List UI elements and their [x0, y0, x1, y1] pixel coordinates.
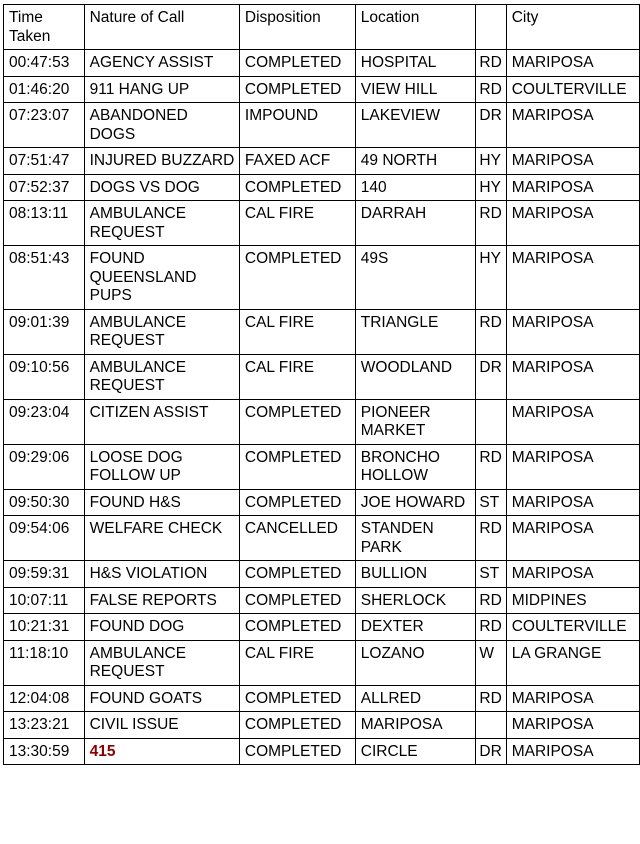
cell-nature: FALSE REPORTS — [84, 587, 239, 614]
cell-suffix: RD — [476, 587, 506, 614]
cell-disposition: CAL FIRE — [239, 354, 355, 399]
cell-suffix: HY — [476, 148, 506, 175]
cell-suffix: ST — [476, 489, 506, 516]
cell-nature: AMBULANCE REQUEST — [84, 640, 239, 685]
table-row — [4, 50, 640, 77]
call-log-container — [3, 4, 640, 765]
cell-disposition: COMPLETED — [239, 561, 355, 588]
cell-nature: WELFARE CHECK — [84, 516, 239, 561]
cell-location: BULLION — [355, 561, 476, 588]
header-nature: Nature of Call — [84, 5, 239, 50]
cell-suffix — [476, 712, 506, 739]
cell-disposition: COMPLETED — [239, 587, 355, 614]
cell-location: 49 NORTH — [355, 148, 476, 175]
cell-location: TRIANGLE — [355, 309, 476, 354]
cell-location: 140 — [355, 174, 476, 201]
table-row — [4, 354, 640, 399]
cell-location: PIONEER MARKET — [355, 399, 476, 444]
cell-time: 07:51:47 — [4, 148, 85, 175]
cell-time: 09:59:31 — [4, 561, 85, 588]
cell-disposition: COMPLETED — [239, 246, 355, 310]
cell-time: 01:46:20 — [4, 76, 85, 103]
cell-time: 13:23:21 — [4, 712, 85, 739]
cell-suffix: RD — [476, 444, 506, 489]
cell-nature: ABANDONED DOGS — [84, 103, 239, 148]
cell-location: 49S — [355, 246, 476, 310]
header-row — [4, 5, 640, 50]
cell-disposition: COMPLETED — [239, 399, 355, 444]
cell-city: MARIPOSA — [506, 561, 639, 588]
cell-city: MARIPOSA — [506, 201, 639, 246]
cell-city: MIDPINES — [506, 587, 639, 614]
header-suffix — [476, 5, 506, 50]
cell-suffix — [476, 399, 506, 444]
cell-suffix: W — [476, 640, 506, 685]
cell-disposition: CANCELLED — [239, 516, 355, 561]
cell-suffix: ST — [476, 561, 506, 588]
cell-disposition: FAXED ACF — [239, 148, 355, 175]
table-row — [4, 738, 640, 765]
cell-location: BRONCHO HOLLOW — [355, 444, 476, 489]
cell-time: 10:07:11 — [4, 587, 85, 614]
cell-city: COULTERVILLE — [506, 76, 639, 103]
table-row — [4, 309, 640, 354]
header-location: Location — [355, 5, 476, 50]
cell-disposition: COMPLETED — [239, 76, 355, 103]
cell-time: 09:23:04 — [4, 399, 85, 444]
cell-city: MARIPOSA — [506, 489, 639, 516]
cell-nature: FOUND H&S — [84, 489, 239, 516]
cell-time: 09:10:56 — [4, 354, 85, 399]
cell-suffix: HY — [476, 246, 506, 310]
cell-suffix: RD — [476, 50, 506, 77]
cell-city: COULTERVILLE — [506, 614, 639, 641]
table-row — [4, 148, 640, 175]
cell-location: STANDEN PARK — [355, 516, 476, 561]
cell-nature: FOUND DOG — [84, 614, 239, 641]
cell-nature: CITIZEN ASSIST — [84, 399, 239, 444]
cell-nature: 415 — [84, 738, 239, 765]
cell-location: HOSPITAL — [355, 50, 476, 77]
cell-location: DEXTER — [355, 614, 476, 641]
cell-location: VIEW HILL — [355, 76, 476, 103]
cell-location: CIRCLE — [355, 738, 476, 765]
cell-time: 08:51:43 — [4, 246, 85, 310]
cell-nature: 911 HANG UP — [84, 76, 239, 103]
cell-time: 07:52:37 — [4, 174, 85, 201]
cell-time: 08:13:11 — [4, 201, 85, 246]
cell-city: MARIPOSA — [506, 148, 639, 175]
cell-nature: DOGS VS DOG — [84, 174, 239, 201]
cell-time: 09:29:06 — [4, 444, 85, 489]
cell-city: MARIPOSA — [506, 712, 639, 739]
cell-disposition: COMPLETED — [239, 50, 355, 77]
cell-city: MARIPOSA — [506, 516, 639, 561]
cell-location: JOE HOWARD — [355, 489, 476, 516]
table-row — [4, 489, 640, 516]
table-row — [4, 246, 640, 310]
cell-time: 10:21:31 — [4, 614, 85, 641]
cell-disposition: CAL FIRE — [239, 201, 355, 246]
cell-city: MARIPOSA — [506, 738, 639, 765]
cell-suffix: RD — [476, 76, 506, 103]
cell-time: 07:23:07 — [4, 103, 85, 148]
table-row — [4, 561, 640, 588]
header-time: Time Taken — [4, 5, 85, 50]
table-row — [4, 201, 640, 246]
cell-suffix: RD — [476, 685, 506, 712]
cell-suffix: DR — [476, 103, 506, 148]
cell-time: 12:04:08 — [4, 685, 85, 712]
cell-time: 00:47:53 — [4, 50, 85, 77]
cell-suffix: RD — [476, 614, 506, 641]
cell-time: 13:30:59 — [4, 738, 85, 765]
cell-suffix: RD — [476, 309, 506, 354]
cell-nature: AMBULANCE REQUEST — [84, 201, 239, 246]
table-row — [4, 587, 640, 614]
cell-time: 09:50:30 — [4, 489, 85, 516]
cell-location: SHERLOCK — [355, 587, 476, 614]
table-row — [4, 614, 640, 641]
cell-suffix: DR — [476, 354, 506, 399]
cell-city: MARIPOSA — [506, 246, 639, 310]
cell-nature: INJURED BUZZARD — [84, 148, 239, 175]
cell-suffix: HY — [476, 174, 506, 201]
cell-nature: AGENCY ASSIST — [84, 50, 239, 77]
table-row — [4, 712, 640, 739]
cell-nature: AMBULANCE REQUEST — [84, 354, 239, 399]
call-log-table — [3, 4, 640, 765]
cell-disposition: IMPOUND — [239, 103, 355, 148]
cell-disposition: COMPLETED — [239, 738, 355, 765]
cell-suffix: RD — [476, 516, 506, 561]
cell-disposition: COMPLETED — [239, 614, 355, 641]
cell-city: MARIPOSA — [506, 444, 639, 489]
cell-disposition: COMPLETED — [239, 174, 355, 201]
cell-nature: AMBULANCE REQUEST — [84, 309, 239, 354]
cell-city: MARIPOSA — [506, 309, 639, 354]
cell-nature: H&S VIOLATION — [84, 561, 239, 588]
cell-nature: FOUND GOATS — [84, 685, 239, 712]
table-row — [4, 516, 640, 561]
cell-location: DARRAH — [355, 201, 476, 246]
table-row — [4, 399, 640, 444]
table-row — [4, 685, 640, 712]
cell-time: 11:18:10 — [4, 640, 85, 685]
cell-city: MARIPOSA — [506, 50, 639, 77]
cell-city: MARIPOSA — [506, 174, 639, 201]
cell-location: LOZANO — [355, 640, 476, 685]
cell-time: 09:01:39 — [4, 309, 85, 354]
cell-suffix: DR — [476, 738, 506, 765]
table-row — [4, 174, 640, 201]
cell-location: MARIPOSA — [355, 712, 476, 739]
cell-city: MARIPOSA — [506, 399, 639, 444]
cell-location: ALLRED — [355, 685, 476, 712]
cell-city: LA GRANGE — [506, 640, 639, 685]
table-row — [4, 76, 640, 103]
cell-time: 09:54:06 — [4, 516, 85, 561]
cell-city: MARIPOSA — [506, 685, 639, 712]
cell-location: WOODLAND — [355, 354, 476, 399]
table-row — [4, 103, 640, 148]
cell-nature: FOUND QUEENSLAND PUPS — [84, 246, 239, 310]
cell-disposition: COMPLETED — [239, 685, 355, 712]
cell-nature: CIVIL ISSUE — [84, 712, 239, 739]
cell-disposition: CAL FIRE — [239, 309, 355, 354]
header-disposition: Disposition — [239, 5, 355, 50]
header-city: City — [506, 5, 639, 50]
cell-disposition: CAL FIRE — [239, 640, 355, 685]
cell-disposition: COMPLETED — [239, 712, 355, 739]
cell-disposition: COMPLETED — [239, 444, 355, 489]
cell-suffix: RD — [476, 201, 506, 246]
table-row — [4, 444, 640, 489]
cell-city: MARIPOSA — [506, 103, 639, 148]
cell-nature: LOOSE DOG FOLLOW UP — [84, 444, 239, 489]
cell-location: LAKEVIEW — [355, 103, 476, 148]
cell-city: MARIPOSA — [506, 354, 639, 399]
table-row — [4, 640, 640, 685]
cell-disposition: COMPLETED — [239, 489, 355, 516]
